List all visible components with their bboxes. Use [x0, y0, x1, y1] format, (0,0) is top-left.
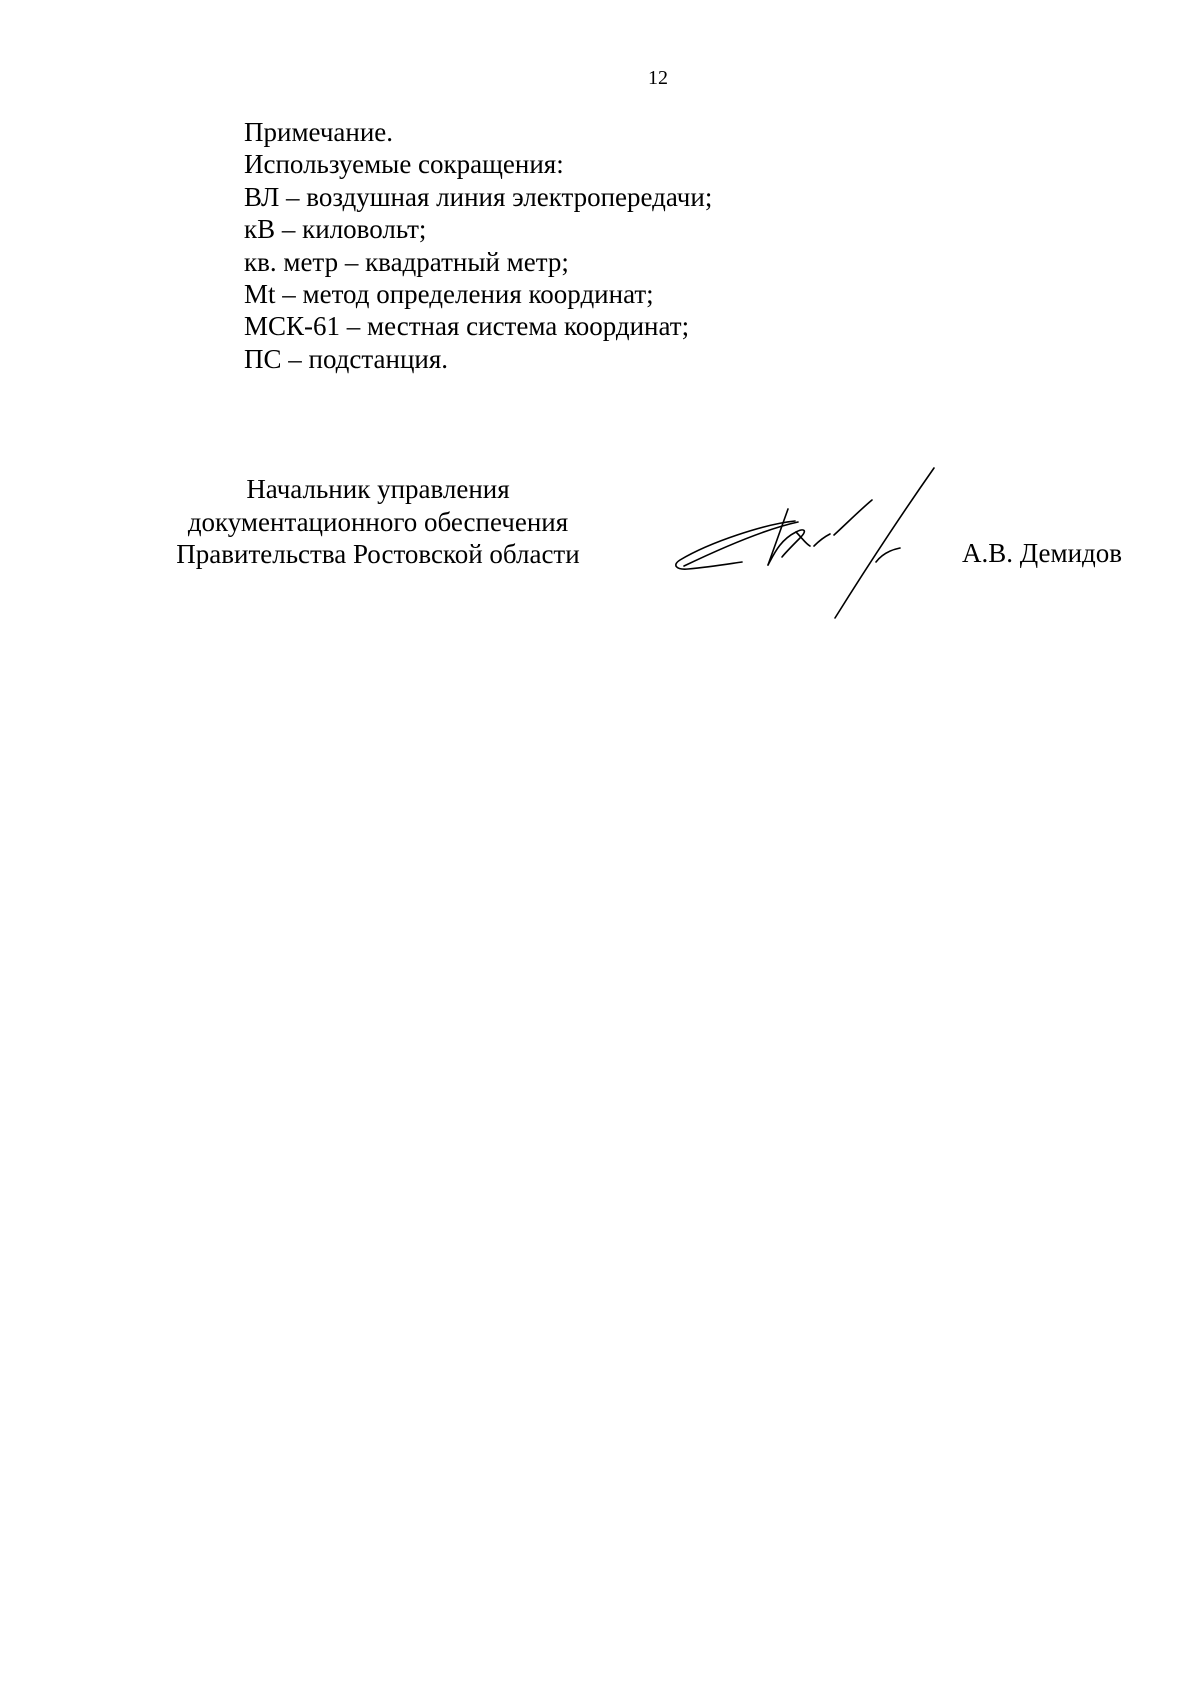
note-block [244, 116, 712, 375]
signer-title-line: Начальник управления [246, 474, 510, 504]
signer-title [160, 473, 596, 571]
signer-name: А.В. Демидов [962, 538, 1123, 568]
note-intro: Используемые сокращения: [244, 149, 564, 180]
note-heading: Примечание. [244, 117, 394, 147]
page-number: 12 [648, 67, 668, 89]
abbreviation-item: Mt – метод определения координат; [244, 279, 654, 310]
abbreviation-item: кВ – киловольт; [244, 214, 427, 245]
abbreviation-item: ВЛ – воздушная линия электропередачи; [244, 181, 713, 212]
abbreviation-item: ПС – подстанция. [244, 343, 449, 374]
signer-title-line: Правительства Ростовской области [176, 539, 580, 569]
abbreviation-item: МСК-61 – местная система координат; [244, 311, 690, 342]
abbreviation-item: кв. метр – квадратный метр; [244, 246, 569, 277]
signer-title-line: документационного обеспечения [187, 506, 569, 537]
handwritten-signature [670, 462, 960, 622]
